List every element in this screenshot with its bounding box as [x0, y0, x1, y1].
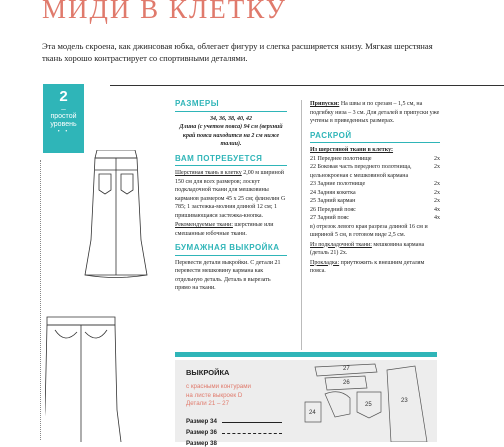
cutting-item — [310, 163, 440, 180]
recommended-label: Рекомендуемые ткани: — [175, 222, 233, 228]
right-column — [310, 100, 440, 282]
header-divider — [110, 85, 504, 86]
cutting-item-qty: 4x — [434, 206, 440, 213]
column-divider — [301, 100, 302, 350]
interfacing-text: приутюжить к внешним деталям пояса. — [310, 259, 425, 274]
lining-text: мешковина кармана (деталь 21) 2х. — [310, 241, 425, 256]
level-dots: • • — [57, 129, 70, 135]
cutting-item-text: 22 Боковая часть переднего полотнища, цельнокроеная с мешковиной кармана — [310, 164, 412, 179]
size-36-line — [222, 433, 282, 434]
sizes-rule — [175, 111, 287, 112]
cutting-item-qty: 2x — [434, 155, 440, 162]
cutting-item — [310, 206, 440, 215]
size-38-label: Размер 38 — [186, 440, 217, 447]
cutting-item-text: 26 Передний пояс — [310, 206, 356, 213]
intro-text: Эта модель скроена, как джинсовая юбка, облегает фигуру и слегка расширяется книзу. Мягкая шерстяная ткань хорошо контрастирует со спортивными деталями. — [42, 41, 433, 63]
materials-section — [175, 155, 287, 239]
pattern-box-line2: на листе выкроек D — [186, 391, 243, 399]
cutting-section — [310, 132, 440, 276]
diagram-label-25: 25 — [365, 402, 372, 408]
cutting-list — [310, 155, 440, 223]
cutting-item — [310, 189, 440, 198]
level-dash: – — [61, 104, 66, 114]
cutting-item-text: 27 Задний пояс — [310, 215, 349, 221]
allowances-label: Припуски: — [310, 101, 340, 107]
sizes-header: РАЗМЕРЫ — [175, 99, 220, 108]
materials-fabric — [175, 169, 287, 220]
cutting-rule — [310, 142, 440, 143]
paper-pattern-header: БУМАЖНАЯ ВЫКРОЙКА — [175, 243, 280, 252]
paper-pattern-text: Перевести детали выкройки. С детали 21 перевести мешковину кармана как отдельную деталь. Деталь в вырезать прямо на ткани. — [175, 259, 281, 291]
size-36-label: Размер 36 — [186, 429, 217, 436]
cutting-item — [310, 180, 440, 189]
page-title: МИДИ В КЛЕТКУ — [42, 0, 287, 24]
cutting-item-qty: 2x — [434, 189, 440, 196]
materials-header: ВАМ ПОТРЕБУЕТСЯ — [175, 153, 263, 163]
allowances-body: На швы и по срезам – 1,5 см, на подгибку низа – 3 см. Для деталей в припуски уже учтены в приведенных размерах. — [310, 101, 440, 124]
fabric-text: 2,00 м шириной 150 см для всех размеров; лоскут подкладочной ткани для мешковины карманов размером 45 х 25 см; флизелин G 785; 1 застежка-молния длиной 12 см; 1 пришивающаяся застежка-кнопка. — [175, 170, 286, 219]
diagram-label-23: 23 — [401, 398, 408, 404]
cutting-item-text: 25 Задний карман — [310, 198, 356, 204]
cutting-subheader: Из шерстяной ткани в клетку: — [310, 147, 394, 153]
cutting-item-qty: 4x — [434, 215, 440, 221]
size-34-label: Размер 34 — [186, 418, 217, 425]
level-label-2: уровень — [50, 121, 77, 128]
cutting-item-qty: 2x — [434, 164, 440, 170]
cutting-item-qty: 2x — [434, 181, 440, 187]
left-column — [175, 100, 287, 299]
cutting-item — [310, 214, 440, 223]
level-label-1: простой — [50, 113, 77, 120]
cutting-item-text: 24 Задняя кокетка — [310, 189, 356, 196]
difficulty-badge — [43, 84, 84, 153]
cutting-item-text: 21 Переднее полотнище — [310, 155, 372, 162]
paper-pattern-rule — [175, 255, 287, 256]
cutting-extra: в) отрезок левого края разреза длиной 16 см и шириной 5 см, в готовом виде 2,5 см. — [310, 223, 428, 238]
cutting-item — [310, 197, 440, 206]
cutting-item — [310, 155, 440, 164]
paper-pattern-section — [175, 244, 287, 293]
recommended-text: шерстяные или смешанные юбочные ткани. — [175, 222, 274, 237]
dotted-guide — [40, 160, 43, 440]
interfacing-label: Прокладка: — [310, 259, 340, 266]
materials-rule — [175, 165, 287, 166]
lining-label: Из подкладочной ткани: — [310, 241, 372, 248]
fabric-label: Шерстяная ткань в клетку — [175, 170, 242, 176]
diagram-label-26: 26 — [343, 380, 350, 386]
pattern-layout-diagram — [295, 362, 437, 442]
diagram-label-24: 24 — [309, 410, 316, 416]
diagram-label-27: 27 — [343, 366, 350, 372]
cutting-item-text: 23 Задние полотнище — [310, 181, 366, 187]
sizes-section — [175, 100, 287, 149]
cutting-interfacing — [310, 259, 440, 276]
cutting-header: РАСКРОЙ — [310, 130, 352, 140]
allowances-section — [310, 100, 440, 126]
size-34-line — [222, 422, 282, 423]
skirt-sketch-illustration — [45, 150, 165, 442]
materials-recommended — [175, 221, 287, 238]
length-note: Длина (с учетом пояса) 94 см (верхний край пояса находится на 2 см ниже талии). — [179, 124, 283, 147]
cutting-lining — [310, 241, 440, 258]
pattern-box-topbar — [175, 352, 437, 357]
sizes-values: 34, 36, 38, 40, 42 — [210, 115, 252, 122]
pattern-box-description — [186, 383, 251, 409]
allowances-text — [310, 100, 440, 126]
level-number: 2 — [59, 88, 68, 105]
pattern-box-line3: Детали 21 – 27 — [186, 400, 230, 407]
cutting-item-qty: 2x — [434, 198, 440, 204]
pattern-box-header: ВЫКРОЙКА — [186, 368, 230, 377]
pattern-box-line1: с красными контурами — [186, 383, 251, 390]
